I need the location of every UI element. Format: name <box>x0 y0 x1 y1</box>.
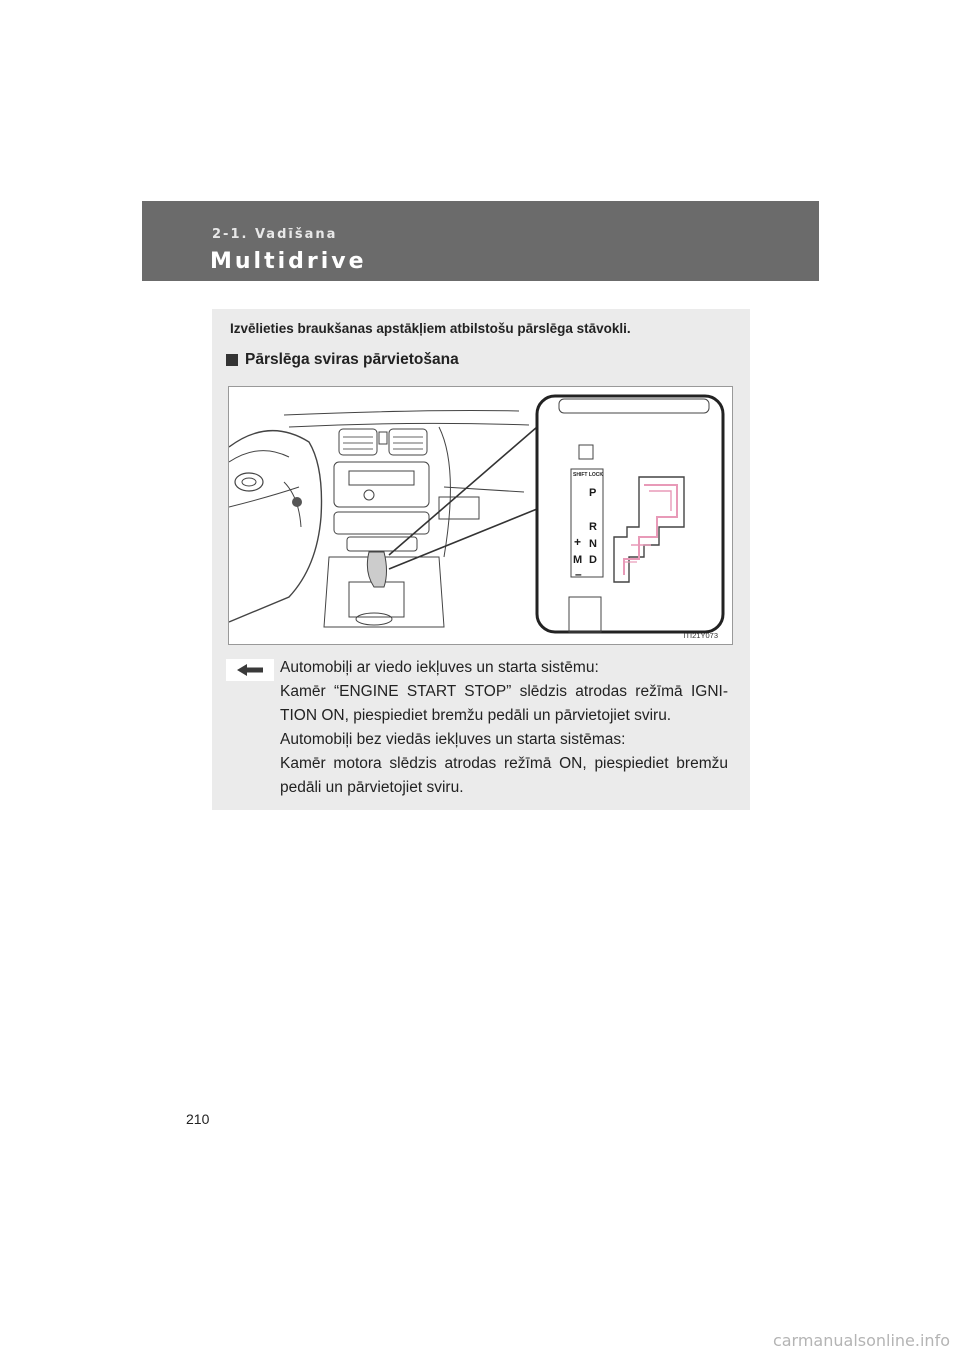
paragraph-no-smart-entry-heading: Automobiļi bez viedās iekļuves un starta sistēmas: <box>280 731 626 748</box>
arrow-left-icon <box>226 659 274 681</box>
position-d-label: D <box>589 554 597 566</box>
manual-m-label: M <box>573 554 583 566</box>
watermark: carmanualsonline.info <box>772 1331 950 1350</box>
position-n-label: N <box>589 538 597 550</box>
position-r-label: R <box>589 521 597 533</box>
manual-plus-label: + <box>574 535 582 549</box>
paragraph-no-smart-entry-instruction: Kamēr motora slēdzis atrodas režīmā ON, piespiediet bremžu pedāli un pārvietojiet sviru. <box>280 755 728 796</box>
section-header <box>142 201 819 281</box>
instruction-text <box>280 656 728 800</box>
square-bullet-icon <box>226 354 238 366</box>
page-title: Multidrive <box>210 249 367 274</box>
content-panel <box>212 309 750 810</box>
figure-code: ITI21Y073 <box>683 631 718 640</box>
shift-lock-label: SHIFT LOCK <box>573 472 603 478</box>
paragraph-smart-entry-heading: Automobiļi ar viedo iekļuves un starta sistēmu: <box>280 659 599 676</box>
paragraph-smart-entry-instruction: Kamēr “ENGINE START STOP” slēdzis atrodas režīmā IGNI-TION ON, piespiediet bremžu pedāli un pārvietojiet sviru. <box>280 683 728 724</box>
page-number: 210 <box>186 1111 210 1127</box>
subheading <box>226 351 459 369</box>
dashboard-illustration <box>229 387 733 645</box>
intro-text: Izvēlieties braukšanas apstākļiem atbilstošu pārslēga stāvokli. <box>230 321 631 336</box>
position-p-label: P <box>589 487 597 499</box>
manual-minus-label: – <box>575 567 582 581</box>
subheading-text: Pārslēga sviras pārvietošana <box>245 351 459 368</box>
arrow-left-icon-graphic <box>237 664 263 676</box>
section-label: 2-1. Vadīšana <box>212 227 338 242</box>
shift-lever-figure <box>228 386 733 645</box>
